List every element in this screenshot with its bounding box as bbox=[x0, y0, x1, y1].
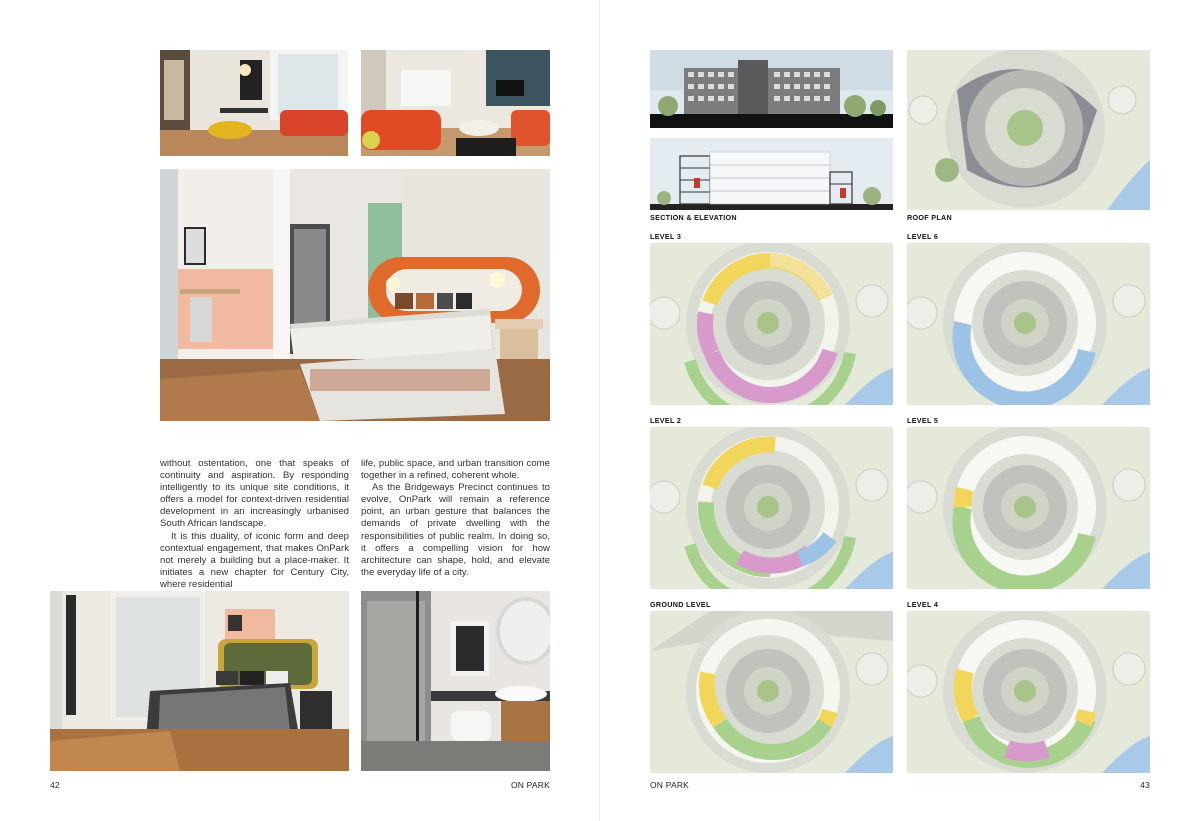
caption-ground-level: GROUND LEVEL bbox=[650, 600, 711, 609]
paragraph: It is this duality, of iconic form and deep contextual engagement, that makes OnPark not merely a building but a place-maker. It initiates a new chapter for Century City, where residential bbox=[160, 530, 349, 590]
plan-ground-level bbox=[650, 611, 893, 773]
paragraph: life, public space, and urban transition come together in a refined, coherent whole. bbox=[361, 458, 550, 482]
caption-level-5: LEVEL 5 bbox=[907, 416, 939, 425]
photo-bedroom-green-headboard bbox=[50, 591, 349, 771]
plan-level-4 bbox=[907, 611, 1150, 773]
plan-level-2 bbox=[650, 427, 893, 589]
paragraph: As the Bridgeways Precinct continues to evolve, OnPark will remain a reference point, an urban gesture that balances the demands of private dwelling with the responsibilities of public realm. In doing so, it offers a compelling vision for how architecture can shape, hold, and elevate the everyday life of a city. bbox=[361, 482, 550, 578]
roof-plan bbox=[907, 50, 1150, 210]
body-text-column-1 bbox=[160, 458, 349, 591]
plan-level-5 bbox=[907, 427, 1150, 589]
elevation-drawing bbox=[650, 50, 893, 128]
photo-living-dining bbox=[160, 50, 348, 156]
caption-section-elevation: SECTION & ELEVATION bbox=[650, 213, 737, 222]
caption-level-6: LEVEL 6 bbox=[907, 232, 939, 241]
body-text-column-2 bbox=[361, 458, 550, 579]
right-page bbox=[600, 0, 1200, 821]
running-head: ON PARK bbox=[650, 780, 690, 790]
plan-level-6 bbox=[907, 243, 1150, 405]
caption-level-4: LEVEL 4 bbox=[907, 600, 939, 609]
caption-level-2: LEVEL 2 bbox=[650, 416, 682, 425]
page-number: 43 bbox=[1140, 780, 1150, 790]
caption-roof-plan: ROOF PLAN bbox=[907, 213, 953, 222]
photo-kitchen-lounge bbox=[361, 50, 550, 156]
running-head: ON PARK bbox=[510, 780, 550, 790]
page-number: 42 bbox=[50, 780, 60, 790]
plan-level-3 bbox=[650, 243, 893, 405]
photo-bedroom-orange-headboard bbox=[160, 169, 550, 421]
caption-level-3: LEVEL 3 bbox=[650, 232, 682, 241]
photo-bathroom bbox=[361, 591, 550, 771]
paragraph: without ostentation, one that speaks of continuity and aspiration. By responding intelligently to its unique site conditions, it offers a model for context-driven residential development in an increasingly urbanised South African landscape. bbox=[160, 458, 349, 530]
section-drawing bbox=[650, 138, 893, 210]
